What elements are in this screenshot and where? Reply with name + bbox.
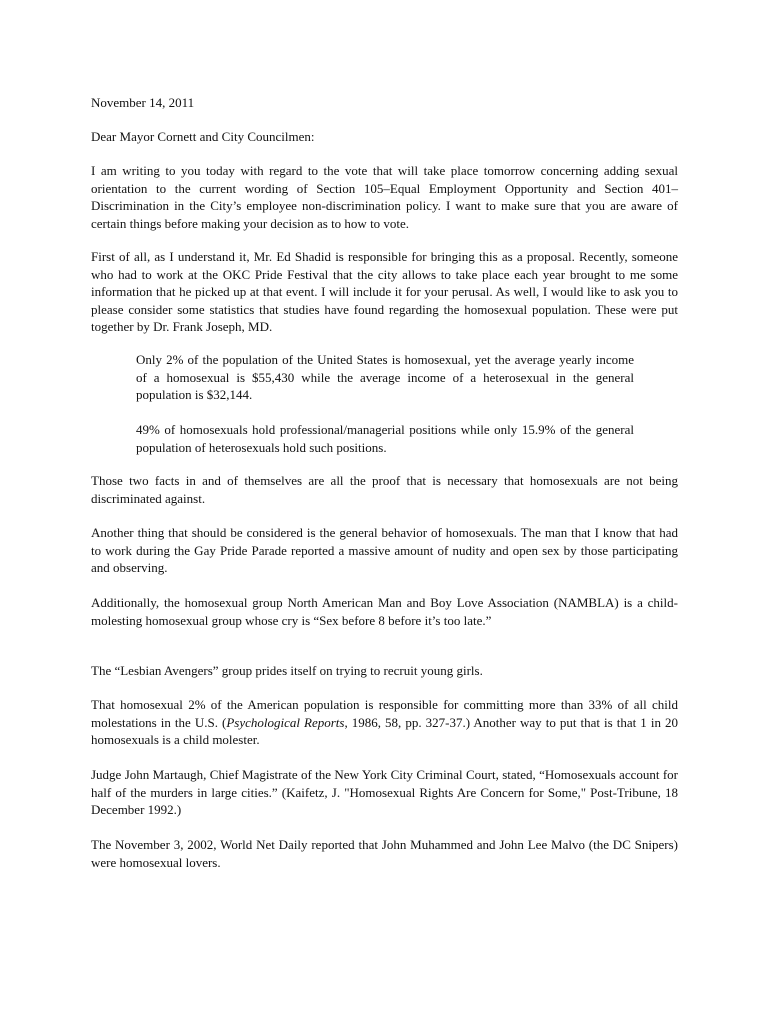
paragraph-5: Additionally, the homosexual group North American Man and Boy Love Association (NAMBLA) is a child-molesting homosexual group whose cry is “Sex before 8 before it’s too late.” bbox=[91, 595, 678, 628]
paragraph-6: The “Lesbian Avengers” group prides itself on trying to recruit young girls. bbox=[91, 663, 483, 678]
paragraph-3: Those two facts in and of themselves are all the proof that is necessary that homosexuals are not being discriminated against. bbox=[91, 473, 678, 506]
paragraph-7-text-after-citation: , 1986, 58, pp. 327-37.) Another way to put that is that 1 in 20 homosexuals is a child molester. bbox=[91, 714, 678, 747]
paragraph-7-text-before-citation: That homosexual 2% of the American population is responsible for committing more than 33% of all child molestations in the U.S. ( bbox=[91, 697, 678, 730]
paragraph-4: Another thing that should be considered is the general behavior of homosexuals. The man that I know that had to work during the Gay Pride Parade reported a massive amount of nudity and open sex by those participating and observing. bbox=[91, 525, 678, 575]
journal-citation-title: Psychological Reports bbox=[226, 714, 345, 730]
paragraph-1: I am writing to you today with regard to the vote that will take place tomorrow concerning adding sexual orientation to the current wording of Section 105–Equal Employment Opportunity and Section 401–Discrimination in the City’s employee non-discrimination policy. I want to make sure that you are aware of certain things before making your decision as to how to vote. bbox=[91, 163, 678, 231]
letter-salutation: Dear Mayor Cornett and City Councilmen: bbox=[91, 129, 315, 144]
paragraph-2: First of all, as I understand it, Mr. Ed Shadid is responsible for bringing this as a proposal. Recently, someone who had to work at the OKC Pride Festival that the city allows to take place each year brought to me some information that he picked up at that event. I will include it for your perusal. As well, I would like to ask you to please consider some statistics that studies have found regarding the homosexual population. These were put together by Dr. Frank Joseph, MD. bbox=[91, 249, 678, 334]
paragraph-9: The November 3, 2002, World Net Daily reported that John Muhammed and John Lee Malvo (the DC Snipers) were homosexual lovers. bbox=[91, 837, 678, 870]
paragraph-7 bbox=[91, 696, 678, 749]
indented-quote-2: 49% of homosexuals hold professional/managerial positions while only 15.9% of the general population of heterosexuals hold such positions. bbox=[136, 422, 634, 455]
paragraph-8: Judge John Martaugh, Chief Magistrate of the New York City Criminal Court, stated, “Homosexuals account for half of the murders in large cities.” (Kaifetz, J. "Homosexual Rights Are Concern for Some," Post-Tribune, 18 December 1992.) bbox=[91, 767, 678, 817]
letter-date: November 14, 2011 bbox=[91, 95, 195, 110]
indented-quote-1: Only 2% of the population of the United States is homosexual, yet the average yearly income of a homosexual is $55,430 while the average income of a heterosexual in the general population is $32,144. bbox=[136, 352, 634, 402]
